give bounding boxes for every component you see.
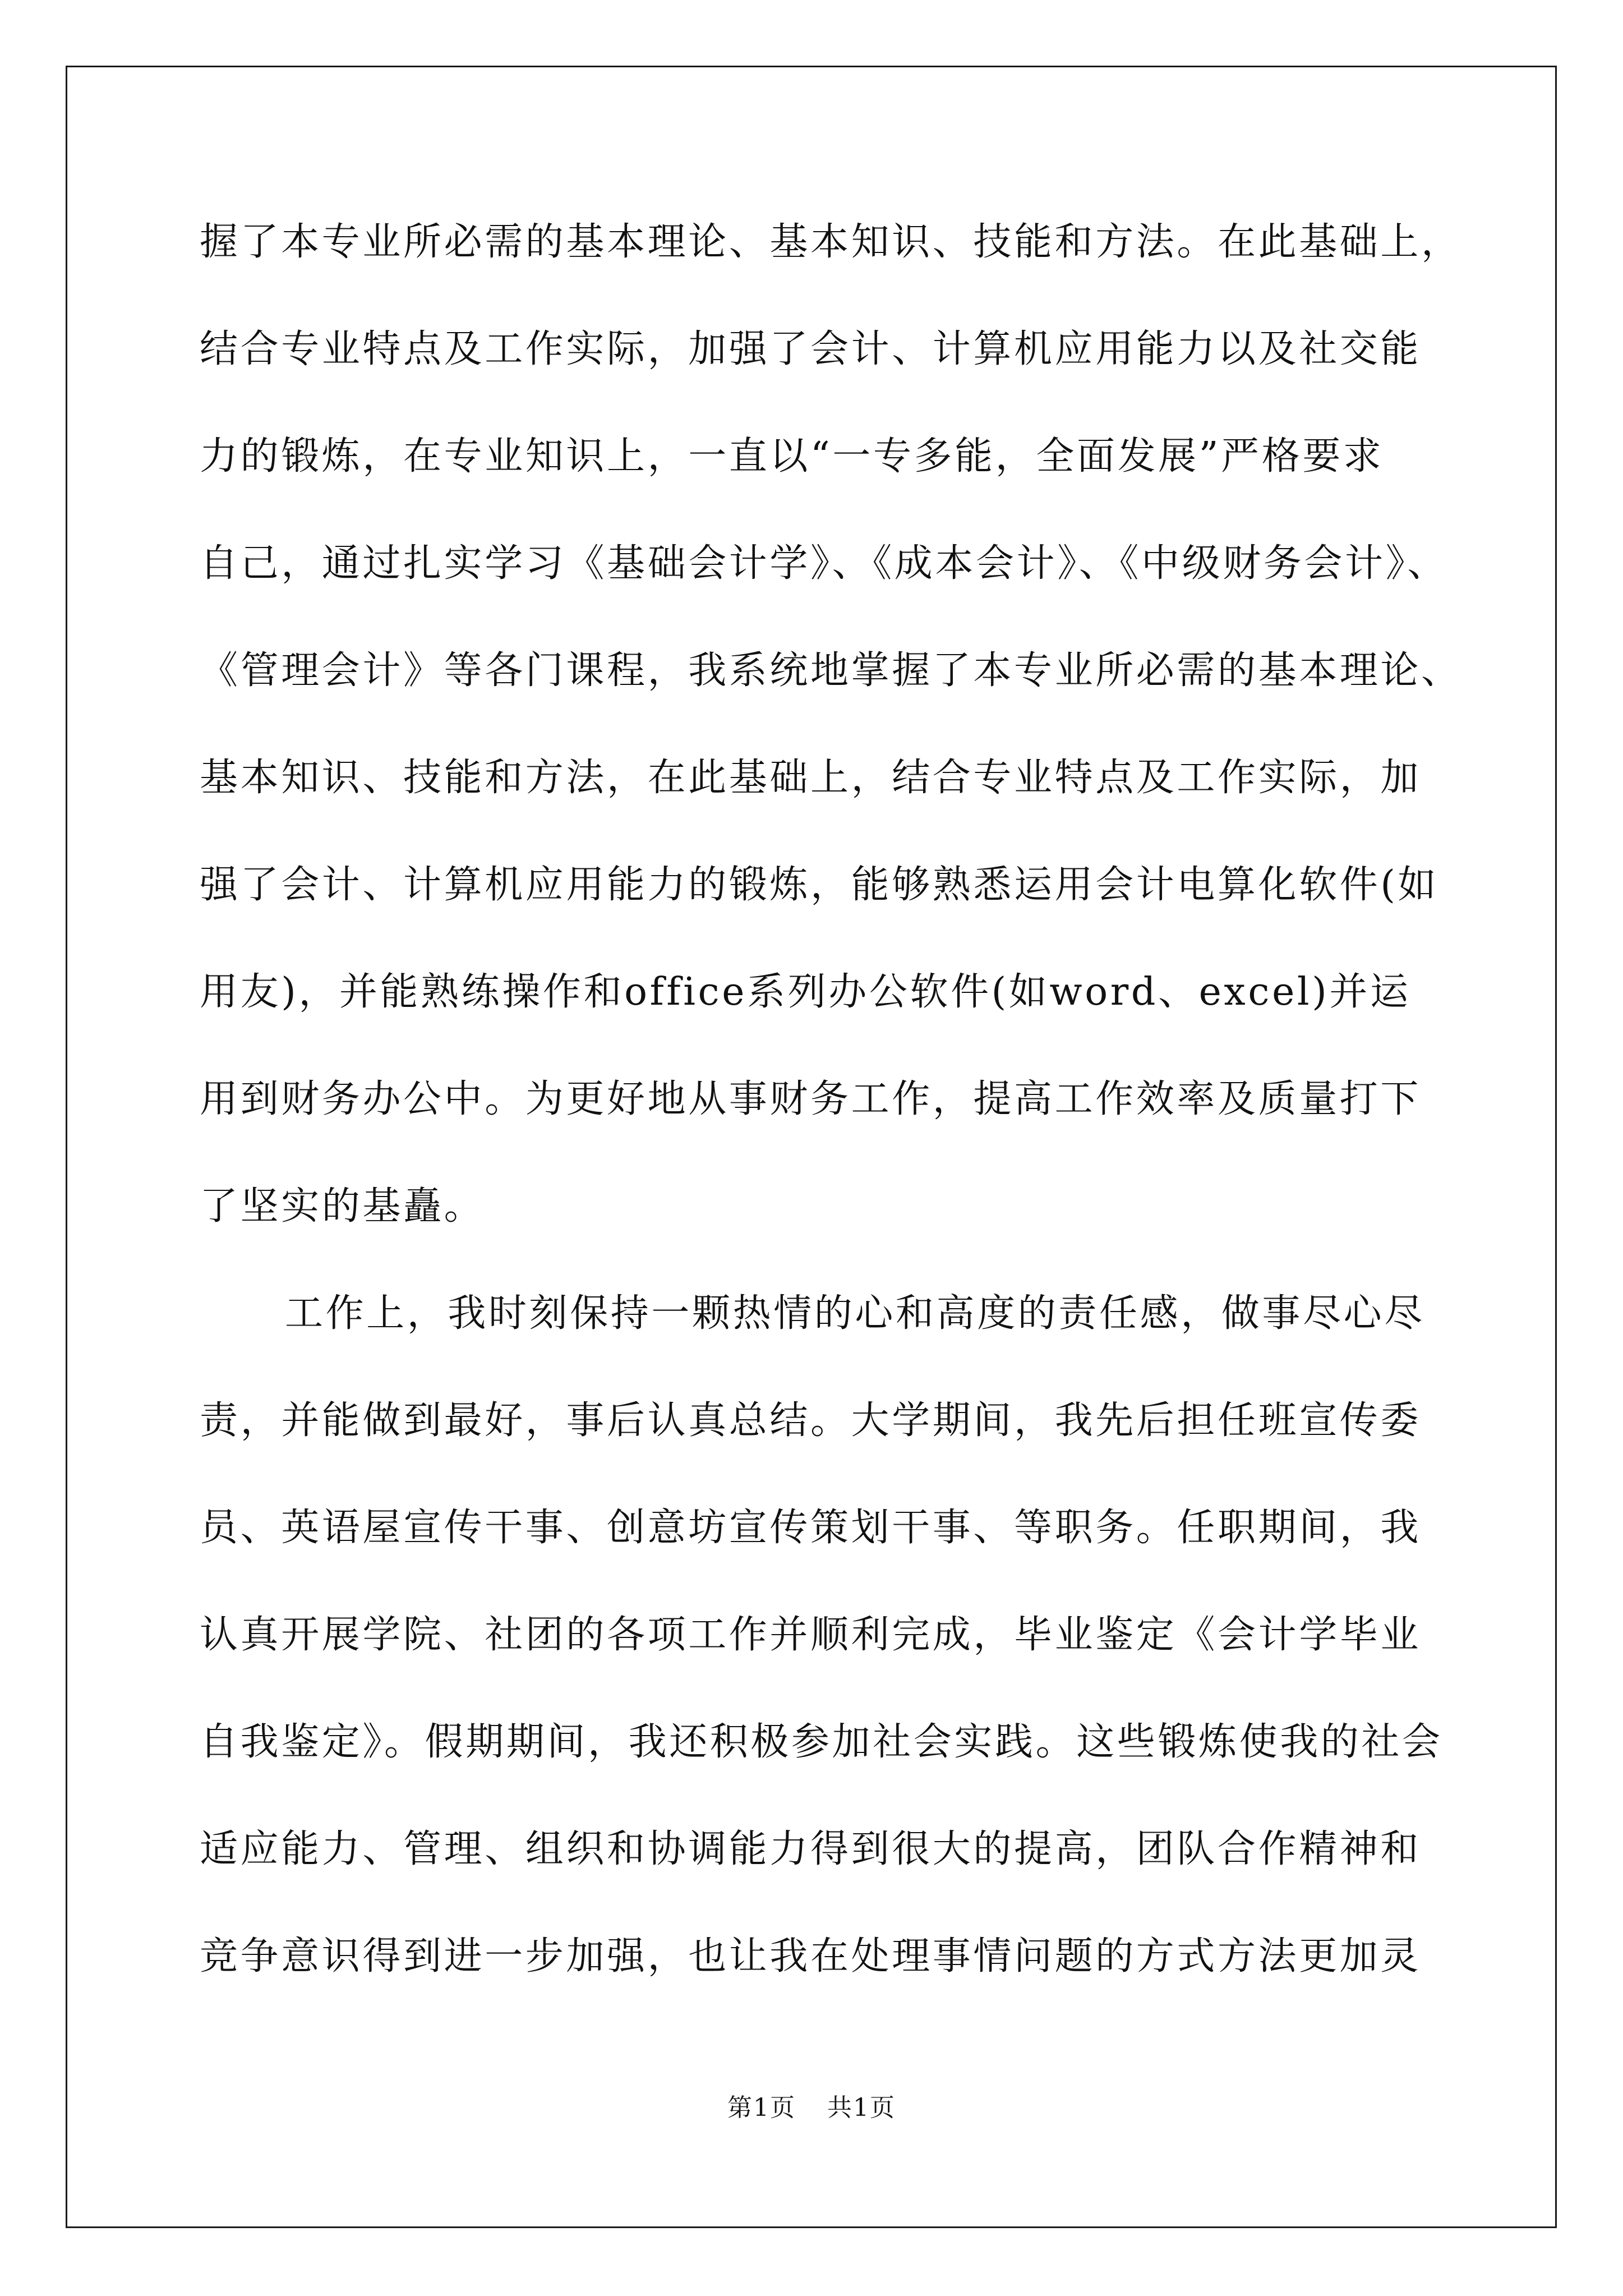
- text-line: 力的锻炼，在专业知识上，一直以“一专多能，全面发展”严格要求: [200, 434, 1384, 478]
- text-line: 自己，通过扎实学习《基础会计学》、《成本会计》、《中级财务会计》、: [200, 541, 1448, 586]
- text-line: 《管理会计》等各门课程，我系统地掌握了本专业所必需的基本理论、: [200, 648, 1462, 693]
- text-line: 用到财务办公中。为更好地从事财务工作，提高工作效率及质量打下: [200, 1077, 1422, 1121]
- page-footer: [0, 2091, 1623, 2125]
- text-line: 员、英语屋宣传干事、创意坊宣传策划干事、等职务。任职期间，我: [200, 1506, 1422, 1550]
- page-total: 共1页: [827, 2093, 896, 2122]
- text-line: 强了会计、计算机应用能力的锻炼，能够熟悉运用会计电算化软件(如: [200, 863, 1439, 907]
- text-line: 自我鉴定》。假期期间，我还积极参加社会实践。这些锻炼使我的社会: [200, 1720, 1443, 1764]
- text-line: 适应能力、管理、组织和协调能力得到很大的提高，团队合作精神和: [200, 1827, 1422, 1871]
- document-body: [200, 188, 1462, 2010]
- text-line: 责，并能做到最好，事后认真总结。大学期间，我先后担任班宣传委: [200, 1398, 1422, 1443]
- text-line: 基本知识、技能和方法，在此基础上，结合专业特点及工作实际，加: [200, 756, 1422, 800]
- page-number: 第1页: [727, 2093, 796, 2122]
- text-line: 结合专业特点及工作实际，加强了会计、计算机应用能力以及社交能: [200, 327, 1422, 371]
- text-line: 竞争意识得到进一步加强，也让我在处理事情问题的方式方法更加灵: [200, 1934, 1422, 1978]
- text-line: 了坚实的基矗。: [200, 1184, 485, 1228]
- text-line: 用友)，并能熟练操作和office系列办公软件(如word、excel)并运: [200, 970, 1411, 1014]
- text-line: 握了本专业所必需的基本理论、基本知识、技能和方法。在此基础上，: [200, 220, 1462, 264]
- paragraph-start-line: 工作上，我时刻保持一颗热情的心和高度的责任感，做事尽心尽: [285, 1291, 1425, 1336]
- text-line: 认真开展学院、社团的各项工作并顺利完成，毕业鉴定《会计学毕业: [200, 1613, 1422, 1657]
